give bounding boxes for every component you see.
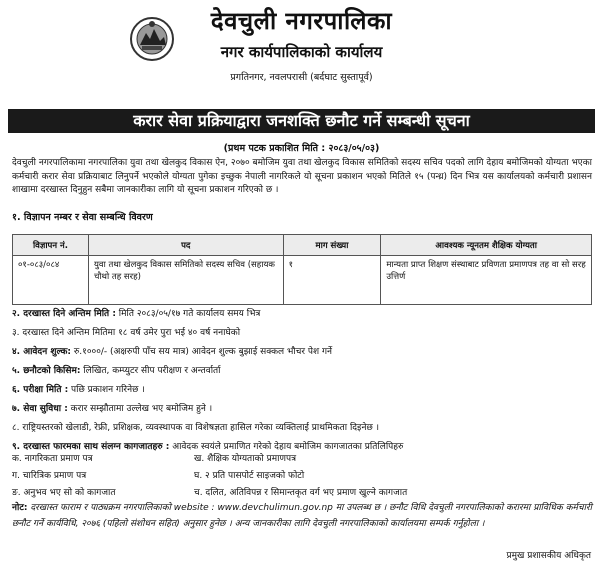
table-header-row <box>13 235 592 256</box>
list-item <box>12 362 592 381</box>
note-label: नोट: <box>12 503 28 513</box>
item-label: ४. आवेदन शुल्क: <box>12 347 72 357</box>
details-list <box>12 305 592 457</box>
demand-count-cell: १ <box>283 256 381 305</box>
note-paragraph <box>12 500 592 532</box>
item-text: रु.१०००/- (अक्षरुपी पाँच सय मात्र) आवेदन शुल्क बुझाई सक्कल भौचर पेश गर्ने <box>71 347 333 357</box>
office-title: नगर कार्यपालिकाको कार्यालय <box>220 43 383 61</box>
item-text: पछि प्रकाशन गरिनेछ । <box>68 385 145 395</box>
item-label: ५. छनौटको किसिम: <box>12 366 81 376</box>
item-text: ८. राष्ट्रियस्तरको खेलाडी, रेफ्री, प्रशिक्षक, व्यवस्थापक वा विशेषज्ञता हासिल गरेका व्यक्तिलाई प्राथमिकता दिइनेछ । <box>12 423 380 433</box>
item-text: मिति २०८३/०५/१७ गते कार्यालय समय भित्र <box>115 309 261 319</box>
position-cell: युवा तथा खेलकुद विकास समितिको सदस्य सचिव (सहायक चौथो तह सरह) <box>88 256 283 305</box>
column-header: आवश्यक न्यूनतम शैक्षिक योग्यता <box>381 235 592 256</box>
document-item: ग. चारित्रिक प्रमाण पत्र <box>12 471 87 481</box>
signature-title: प्रमुख प्रशासकीय अधिकृत <box>506 551 591 561</box>
qualification-cell: मान्यता प्राप्त शिक्षण संस्थाबाट प्रविणता प्रमाणपत्र तह वा सो सरह उत्तिर्ण <box>381 256 592 305</box>
vacancy-table <box>12 234 592 305</box>
item-label: ६. परीक्षा मिति : <box>12 385 69 395</box>
column-header: विज्ञापन नं. <box>13 235 89 256</box>
list-item <box>12 419 592 438</box>
page-header <box>0 0 603 110</box>
item-text: आवेदक स्वयंले प्रमाणित गरेको देहाय बमोजिम कागजातका प्रतिलिपिहरु <box>169 442 404 452</box>
item-text: लिखित, कम्प्युटर सीप परीक्षण र अन्तर्वार्ता <box>80 366 221 376</box>
note-text: दरखास्त फाराम र पाठ्यक्रम नगरपालिकाको website : www.devchulimun.gov.np मा उपलब्ध छ । छनौट विधि देवचुली नगरपालिकाको करारमा प्राविधिक कर्मचारी छनौट गर्ने कार्यविधि, २०७६ (पहिलो संशोधन सहित) अनुसार हुनेछ । अन्य जानकारीका लागि देवचुली नगरपालिकाको कार्यालयमा सम्पर्क गर्नुहोला । <box>12 503 592 529</box>
item-label: ९. दरखास्त फारमका साथ संलग्न कागजातहरु : <box>12 442 170 452</box>
document-row <box>12 451 592 468</box>
list-item <box>12 381 592 400</box>
municipality-title: देवचुली नगरपालिका <box>210 7 393 35</box>
document-item: क. नागरिकता प्रमाण पत्र <box>12 454 93 464</box>
column-header: माग संख्या <box>283 235 381 256</box>
document-row <box>12 468 592 485</box>
ad-number-cell: ०१-०८३/०८४ <box>13 256 89 305</box>
column-header: पद <box>88 235 283 256</box>
documents-list <box>12 451 592 502</box>
document-item: ख. शैक्षिक योग्यताको प्रमाणपत्र <box>194 454 297 464</box>
list-item <box>12 305 592 324</box>
document-item: च. दलित, अतिविपन्न र सिमान्तकृत वर्ग भए प्रमाण खुल्ने कागजात <box>194 488 408 498</box>
table-row <box>13 256 592 305</box>
office-address: प्रगतिनगर, नवलपरासी (बर्दघाट सुस्तापूर्व) <box>230 72 373 83</box>
item-text: करार सम्झौतामा उल्लेख भए बमोजिम हुने । <box>67 404 213 414</box>
notice-banner: करार सेवा प्रक्रियाद्वारा जनशक्ति छनौट गर्ने सम्बन्धी सूचना <box>8 109 595 133</box>
list-item <box>12 324 592 343</box>
publish-date: (प्रथम पटक प्रकाशित मिति : २०८३/०५/०३) <box>223 143 380 154</box>
intro-paragraph: देवचुली नगरपालिकामा नगरपालिका युवा तथा खेलकुद विकास ऐन, २०७० बमोजिम युवा तथा खेलकुद विकास समितिको सदस्य सचिव पदको लागि देहाय बमोजिमको योग्यता भएका कर्मचारी करार सेवा प्रक्रियाबाट लिनुपर्ने भएकोले योग्यता पुगेका इच्छुक नेपाली नागरिकले यो सूचना प्रकाशन भएको मितिले १५ (पन्ध्र) दिन भित्र यस कार्यालयको कर्मचारी प्रशासन शाखामा दरखास्त दिनुहुन सबैमा जानकारीका लागि यो सूचना प्रकाशन गरिएको छ । <box>12 158 592 195</box>
item-label: २. दरखास्त दिने अन्तिम मिति : <box>12 309 116 319</box>
section-1-title: १. विज्ञापन नम्बर र सेवा सम्बन्धि विवरण <box>12 212 153 223</box>
list-item <box>12 400 592 419</box>
list-item <box>12 343 592 362</box>
document-item: घ. २ प्रति पासपोर्ट साइजको फोटो <box>194 471 305 481</box>
document-item: ङ. अनुभव भए सो को कागजात <box>12 488 116 498</box>
item-label: ७. सेवा सुविधा : <box>12 404 68 414</box>
item-text: ३. दरखास्त दिने अन्तिम मितिमा १८ वर्ष उमेर पुरा भई ४० वर्ष ननाघेको <box>12 328 241 338</box>
